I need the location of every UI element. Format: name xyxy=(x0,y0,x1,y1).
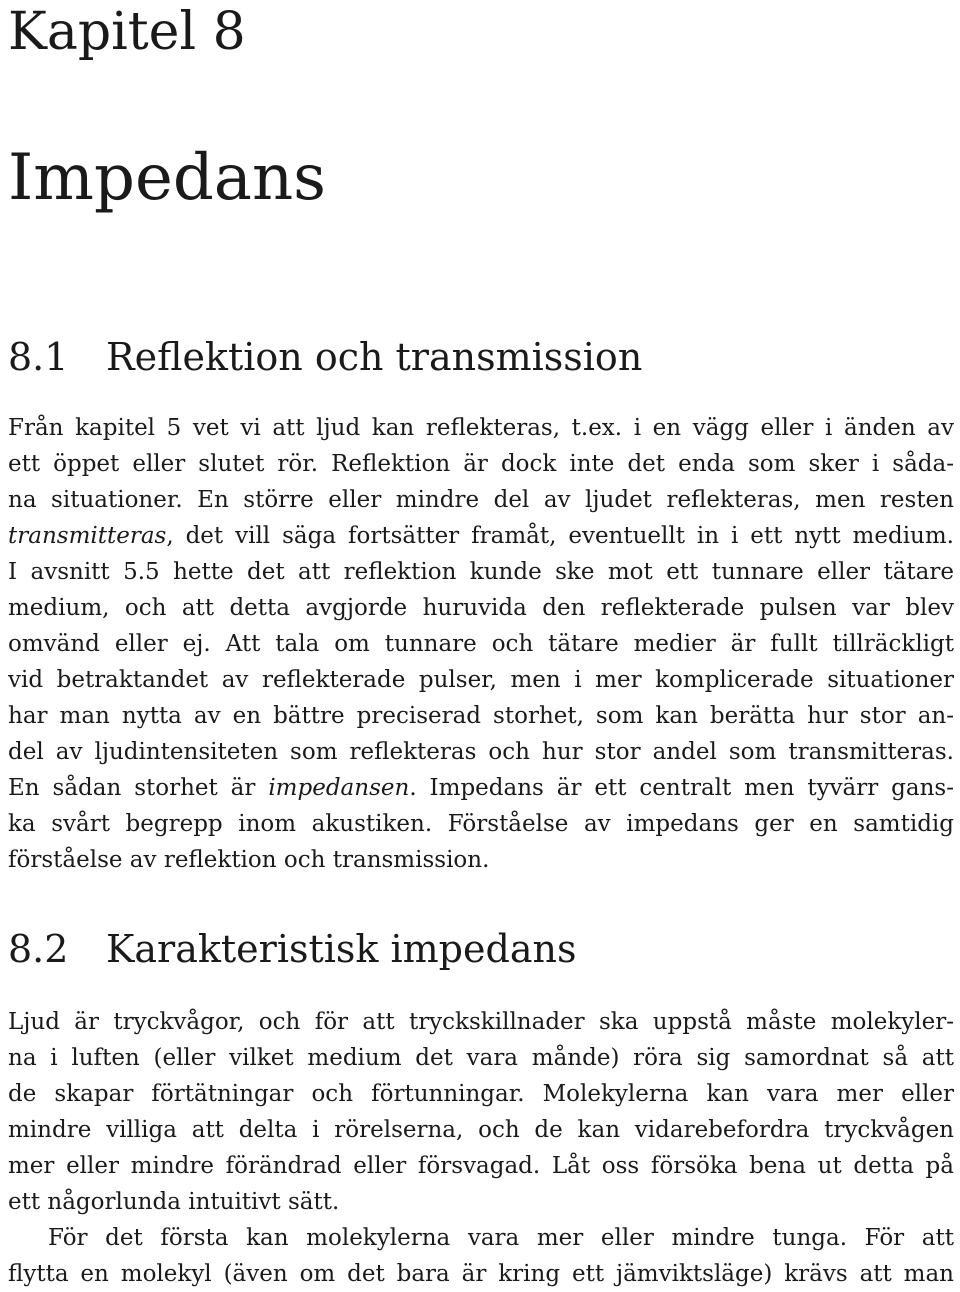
section-title: Reflektion och transmission xyxy=(106,335,643,379)
emphasis-text: transmitteras xyxy=(8,523,167,549)
paragraph-line: För det första kan molekylerna vara mer eller mindre tunga. För att xyxy=(48,1225,954,1251)
paragraph-line: har man nytta av en bättre preciserad storhet, som kan berätta hur stor an- xyxy=(8,703,954,729)
section-number: 8.1 xyxy=(8,335,69,379)
paragraph-line: medium, och att detta avgjorde huruvida den reflekterade pulsen var blev xyxy=(8,595,954,621)
paragraph-line: omvänd eller ej. Att tala om tunnare och tätare medier är fullt tillräckligt xyxy=(8,631,954,657)
section-heading xyxy=(8,926,576,972)
paragraph-line: mindre villiga att delta i rörelserna, och de kan vidarebefordra tryckvågen xyxy=(8,1117,954,1143)
paragraph-line: ka svårt begrepp inom akustiken. Förståelse av impedans ger en samtidig xyxy=(8,811,954,837)
paragraph-line: vid betraktandet av reflekterade pulser, men i mer komplicerade situationer xyxy=(8,667,954,693)
paragraph-line: transmitteras, det vill säga fortsätter framåt, eventuellt in i ett nytt medium. xyxy=(8,523,954,549)
paragraph-line: En sådan storhet är impedansen. Impedans är ett centralt men tyvärr gans- xyxy=(8,775,954,801)
paragraph-line: flytta en molekyl (även om det bara är kring ett jämviktsläge) krävs att man xyxy=(8,1261,954,1287)
paragraph-line: na situationer. En större eller mindre del av ljudet reflekteras, men resten xyxy=(8,487,954,513)
paragraph-line: na i luften (eller vilket medium det vara månde) röra sig samordnat så att xyxy=(8,1045,954,1071)
paragraph-line: I avsnitt 5.5 hette det att reflektion kunde ske mot ett tunnare eller tätare xyxy=(8,559,954,585)
emphasis-text: impedansen xyxy=(268,775,410,801)
chapter-label: Kapitel 8 xyxy=(8,2,246,62)
section-number: 8.2 xyxy=(8,927,69,971)
paragraph-line: Från kapitel 5 vet vi att ljud kan reflekteras, t.ex. i en vägg eller i änden av xyxy=(8,415,954,441)
paragraph-line: ett någorlunda intuitivt sätt. xyxy=(8,1189,340,1215)
section-title: Karakteristisk impedans xyxy=(106,927,577,971)
paragraph-line: Ljud är tryckvågor, och för att tryckskillnader ska uppstå måste molekyler- xyxy=(8,1009,954,1035)
paragraph-line: förståelse av reflektion och transmission. xyxy=(8,847,490,873)
paragraph-line: ett öppet eller slutet rör. Reflektion är dock inte det enda som sker i såda- xyxy=(8,451,954,477)
chapter-title: Impedans xyxy=(8,141,326,215)
paragraph-line: de skapar förtätningar och förtunningar. Molekylerna kan vara mer eller xyxy=(8,1081,954,1107)
paragraph-line: mer eller mindre förändrad eller försvagad. Låt oss försöka bena ut detta på xyxy=(8,1153,954,1179)
paragraph-line: del av ljudintensiteten som reflekteras och hur stor andel som transmitteras. xyxy=(8,739,954,765)
section-heading xyxy=(8,334,642,380)
